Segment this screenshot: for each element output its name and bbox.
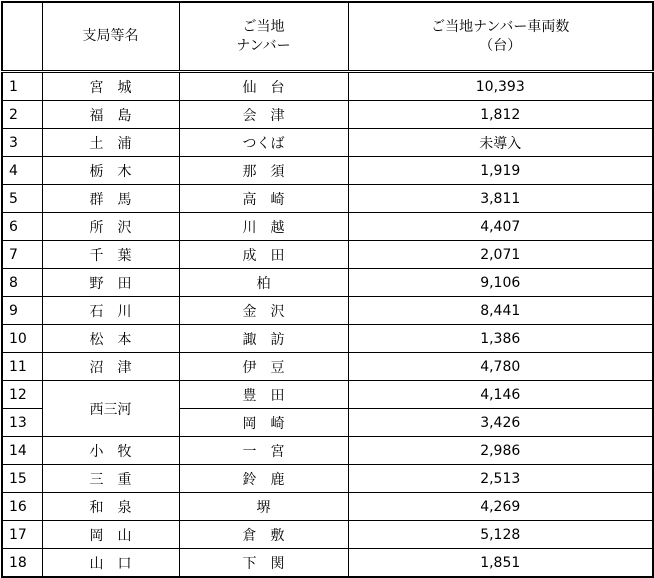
table-row bbox=[2, 297, 653, 325]
row-number: 14 bbox=[2, 437, 42, 465]
table-row bbox=[2, 437, 653, 465]
local-plate-name: 一 宮 bbox=[179, 437, 348, 465]
row-number: 6 bbox=[2, 213, 42, 241]
vehicle-count: 8,441 bbox=[348, 297, 653, 325]
vehicle-count: 1,919 bbox=[348, 157, 653, 185]
vehicle-count: 3,426 bbox=[348, 409, 653, 437]
row-number: 2 bbox=[2, 101, 42, 129]
vehicle-count: 5,128 bbox=[348, 521, 653, 549]
vehicle-count: 1,851 bbox=[348, 549, 653, 578]
local-plate-name: 堺 bbox=[179, 493, 348, 521]
table-row bbox=[2, 101, 653, 129]
vehicle-count: 4,269 bbox=[348, 493, 653, 521]
table-row bbox=[2, 493, 653, 521]
vehicle-count: 10,393 bbox=[348, 72, 653, 101]
vehicle-count: 1,386 bbox=[348, 325, 653, 353]
table-row bbox=[2, 381, 653, 409]
branch-name: 宮 城 bbox=[42, 72, 179, 101]
table-row bbox=[2, 521, 653, 549]
table-row bbox=[2, 325, 653, 353]
branch-name: 石 川 bbox=[42, 297, 179, 325]
header-branch: 支局等名 bbox=[42, 2, 179, 72]
row-number: 10 bbox=[2, 325, 42, 353]
row-number: 3 bbox=[2, 129, 42, 157]
header-row bbox=[2, 2, 653, 72]
table-row bbox=[2, 72, 653, 101]
table-row bbox=[2, 465, 653, 493]
table-body bbox=[2, 72, 653, 578]
local-plate-name: 諏 訪 bbox=[179, 325, 348, 353]
branch-name: 野 田 bbox=[42, 269, 179, 297]
branch-name: 群 馬 bbox=[42, 185, 179, 213]
row-number: 15 bbox=[2, 465, 42, 493]
branch-name: 岡 山 bbox=[42, 521, 179, 549]
vehicle-count: 4,780 bbox=[348, 353, 653, 381]
branch-name: 西三河 bbox=[42, 381, 179, 437]
header-count: ご当地ナンバー車両数 （台） bbox=[348, 2, 653, 72]
branch-name: 千 葉 bbox=[42, 241, 179, 269]
row-number: 13 bbox=[2, 409, 42, 437]
local-plate-name: 下 関 bbox=[179, 549, 348, 578]
row-number: 5 bbox=[2, 185, 42, 213]
row-number: 8 bbox=[2, 269, 42, 297]
vehicle-count: 1,812 bbox=[348, 101, 653, 129]
branch-name: 栃 木 bbox=[42, 157, 179, 185]
row-number: 11 bbox=[2, 353, 42, 381]
local-plate-name: 会 津 bbox=[179, 101, 348, 129]
table-row bbox=[2, 269, 653, 297]
local-plate-name: 岡 崎 bbox=[179, 409, 348, 437]
local-plate-name: 仙 台 bbox=[179, 72, 348, 101]
local-plate-name: 那 須 bbox=[179, 157, 348, 185]
table-row bbox=[2, 549, 653, 578]
row-number: 16 bbox=[2, 493, 42, 521]
vehicle-count: 未導入 bbox=[348, 129, 653, 157]
branch-name: 山 口 bbox=[42, 549, 179, 578]
row-number: 1 bbox=[2, 72, 42, 101]
local-plate-name: 高 崎 bbox=[179, 185, 348, 213]
branch-name: 所 沢 bbox=[42, 213, 179, 241]
table-row bbox=[2, 185, 653, 213]
branch-name: 三 重 bbox=[42, 465, 179, 493]
local-plate-name: 川 越 bbox=[179, 213, 348, 241]
vehicle-count: 2,071 bbox=[348, 241, 653, 269]
row-number: 12 bbox=[2, 381, 42, 409]
row-number: 9 bbox=[2, 297, 42, 325]
table-row bbox=[2, 157, 653, 185]
vehicle-count: 4,407 bbox=[348, 213, 653, 241]
branch-name: 沼 津 bbox=[42, 353, 179, 381]
row-number: 7 bbox=[2, 241, 42, 269]
header-no bbox=[2, 2, 42, 72]
vehicle-count: 9,106 bbox=[348, 269, 653, 297]
branch-name: 松 本 bbox=[42, 325, 179, 353]
local-plate-name: 豊 田 bbox=[179, 381, 348, 409]
local-plate-name: 柏 bbox=[179, 269, 348, 297]
vehicle-count: 2,513 bbox=[348, 465, 653, 493]
local-plate-name: つくば bbox=[179, 129, 348, 157]
vehicle-count: 2,986 bbox=[348, 437, 653, 465]
local-plate-name: 金 沢 bbox=[179, 297, 348, 325]
branch-name: 小 牧 bbox=[42, 437, 179, 465]
local-plate-table bbox=[1, 1, 654, 578]
table-row bbox=[2, 129, 653, 157]
table-row bbox=[2, 213, 653, 241]
vehicle-count: 4,146 bbox=[348, 381, 653, 409]
row-number: 4 bbox=[2, 157, 42, 185]
header-local-plate: ご当地 ナンバー bbox=[179, 2, 348, 72]
vehicle-count: 3,811 bbox=[348, 185, 653, 213]
local-plate-name: 倉 敷 bbox=[179, 521, 348, 549]
row-number: 18 bbox=[2, 549, 42, 578]
row-number: 17 bbox=[2, 521, 42, 549]
local-plate-name: 成 田 bbox=[179, 241, 348, 269]
table-row bbox=[2, 353, 653, 381]
local-plate-table-container bbox=[1, 1, 652, 572]
branch-name: 土 浦 bbox=[42, 129, 179, 157]
local-plate-name: 鈴 鹿 bbox=[179, 465, 348, 493]
branch-name: 福 島 bbox=[42, 101, 179, 129]
branch-name: 和 泉 bbox=[42, 493, 179, 521]
table-row bbox=[2, 241, 653, 269]
local-plate-name: 伊 豆 bbox=[179, 353, 348, 381]
